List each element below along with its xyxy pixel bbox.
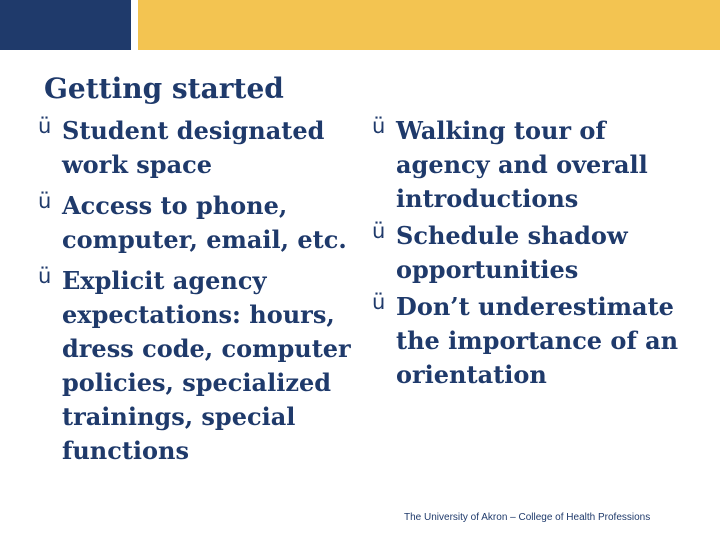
header-bar-gold — [138, 0, 720, 50]
bullet-item — [38, 114, 360, 182]
bullet-line: the importance of an — [396, 326, 679, 355]
bullet-line: Student designated — [62, 116, 325, 145]
checkmark-icon: ü — [372, 114, 386, 138]
checkmark-icon: ü — [372, 290, 386, 314]
bullet-line: work space — [62, 150, 213, 179]
bullet-item — [372, 219, 712, 287]
bullet-line: Explicit agency — [62, 266, 267, 295]
bullet-line: dress code, computer — [62, 334, 351, 363]
bullet-line: introductions — [396, 184, 579, 213]
bullet-line: trainings, special — [62, 402, 296, 431]
left-bullet-column — [38, 114, 360, 475]
checkmark-icon: ü — [372, 219, 386, 243]
bullet-item — [372, 114, 712, 216]
bullet-line: Don’t underestimate — [396, 292, 674, 321]
bullet-item — [372, 290, 712, 392]
checkmark-icon: ü — [38, 189, 52, 213]
bullet-line: Schedule shadow — [396, 221, 628, 250]
bullet-line: policies, specialized — [62, 368, 332, 397]
bullet-line: orientation — [396, 360, 547, 389]
bullet-line: functions — [62, 436, 190, 465]
bullet-line: agency and overall — [396, 150, 648, 179]
bullet-line: Walking tour of — [396, 116, 606, 145]
bullet-line: Access to phone, — [62, 191, 288, 220]
bullet-item — [38, 189, 360, 257]
bullet-item — [38, 264, 360, 468]
slide-title: Getting started — [44, 72, 284, 105]
bullet-line: opportunities — [396, 255, 579, 284]
checkmark-icon: ü — [38, 264, 52, 288]
header-bar-navy — [0, 0, 131, 50]
footer-institution: The University of Akron – College of Health Professions — [404, 512, 651, 523]
bullet-line: expectations: hours, — [62, 300, 335, 329]
checkmark-icon: ü — [38, 114, 52, 138]
right-bullet-column — [372, 114, 712, 395]
bullet-line: computer, email, etc. — [62, 225, 347, 254]
